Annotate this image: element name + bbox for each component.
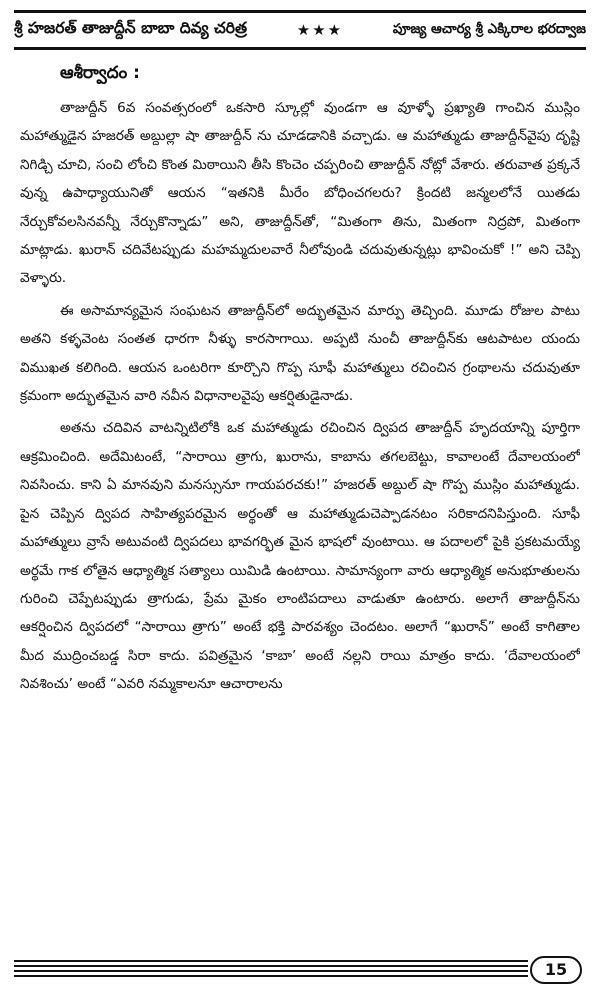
footer-rule	[14, 960, 528, 982]
page-footer	[14, 956, 586, 986]
header-stars: ★★★	[296, 21, 344, 39]
paragraph-2: ఈ అసామాన్యమైన సంఘటన తాజుద్దీన్‌లో అద్భుతమైన మార్పు తెచ్చింది. మూడు రోజుల పాటు అతని కళ్ళవెంట సంతత ధారగా నీళ్ళు కారసాగాయి. అప్పటి నుంచీ తాజుద్దీన్‌కు ఆటపాటల యందు విముఖత కలిగింది. ఆయన ఒంటరిగా కూర్చొని గొప్ప సూఫీ మహాత్ములు రచించిన గ్రంథాలను చదువుతూ క్రమంగా అద్భుతమైన వారి నవీన విధానాలవైపు ఆకర్షితుడైనాడు.	[20, 302, 580, 405]
book-title: శ్రీ హజరత్ తాజుద్దీన్ బాబా దివ్య చరిత్ర	[14, 19, 248, 37]
section-heading: ఆశీర్వాదం :	[60, 63, 140, 83]
author-name: పూజ్య ఆచార్య శ్రీ ఎక్కిరాల భరద్వాజ	[392, 20, 586, 37]
paragraph-1: తాజుద్దీన్ 6వ సంవత్సరంలో ఒకసారి స్కూల్లో వుండగా ఆ వూళ్ళో ప్రఖ్యాతి గాంచిన ముస్లిం మహాత్ముడైన హజరత్ అబ్దుల్లా షా తాజుద్దీన్ ను చూడడానికి వచ్చాడు. ఆ మహాత్ముడు తాజుద్దీన్‌వైపు దృష్టి నిగిడ్చి చూచి, సంచి లోంచి కొంత మిఠాయిని తీసి కొంచెం చప్పరించి తాజుద్దీన్ నోట్లో వేశారు. తరువాత ప్రక్కనే వున్న ఉపాధ్యాయునితో ఆయన “ఇతనికి మీరేం బోధించగలరు? క్రిందటి జన్మలలోనే యితడు నేర్చుకోవలసినవన్నీ నేర్చుకొన్నాడు” అని, తాజుద్దీన్‌తో, “మితంగా తిను, మితంగా నిద్రపో, మితంగా మాట్లాడు. ఖురాన్ చదివేటప్పుడు మహమ్మదులవారే నీలోవుండి చదువుతున్నట్లు భావించుకో !” అని చెప్పి వెళ్ళారు.	[20, 100, 580, 287]
paragraph-3: అతను చదివిన వాటన్నిటిలోకి ఒక మహాత్ముడు రచించిన ద్విపద తాజుద్దీన్ హృదయాన్ని పూర్తిగా ఆక్రమించింది. అదేమిటంటే, “సారాయి త్రాగు, ఖురాను, కాబాను తగలబెట్టు, కావాలంటే దేవాలయంలో నివసించు. కాని ఏ మానవుని మనస్సునూ గాయపరచకు!” హజరత్ అబ్దుల్ షా గొప్ప ముస్లిం మహాత్ముడు. పైన చెప్పిన ద్విపద సాహిత్యపరమైన అర్థంతో ఆ మహాత్ముడుచెప్పాడనటం సరికాదనిపిస్తుంది. సూఫీ మహాత్ములు వ్రాసే అటువంటి ద్విపదలు భావగర్భిత మైన భాషలో వుంటాయి. ఆ పదాలలో పైకి ప్రకటమయ్యే అర్థమే గాక లోతైన ఆధ్యాత్మిక సత్యాలు యిమిడి ఉంటాయి. సామాన్యంగా వారు ఆధ్యాత్మిక అనుభూతులను గురించి చెప్పేటప్పుడు త్రాగుడు, ప్రేమ మైకం లాంటిపదాలు వాడుతూ ఉంటారు. అలాగే తాజుద్దీన్‌ను ఆకర్షించిన ద్విపదలో “సారాయి త్రాగు” అంటే భక్తి పారవశ్యం చెందటం. అలాగే “ఖురాన్” అంటే కాగితాల మీద ముద్రించబడ్డ సిరా కాదు. పవిత్రమైన ‘కాబా’ అంటే నల్లని రాయి మాత్రం కాదు. ‘దేవాలయంలో నివశించు’ అంటే “ఎవరి నమ్మకాలనూ ఆచారాలను	[20, 420, 580, 693]
page-content	[20, 58, 580, 948]
page-number: 15	[530, 956, 582, 984]
page-header	[14, 10, 586, 50]
